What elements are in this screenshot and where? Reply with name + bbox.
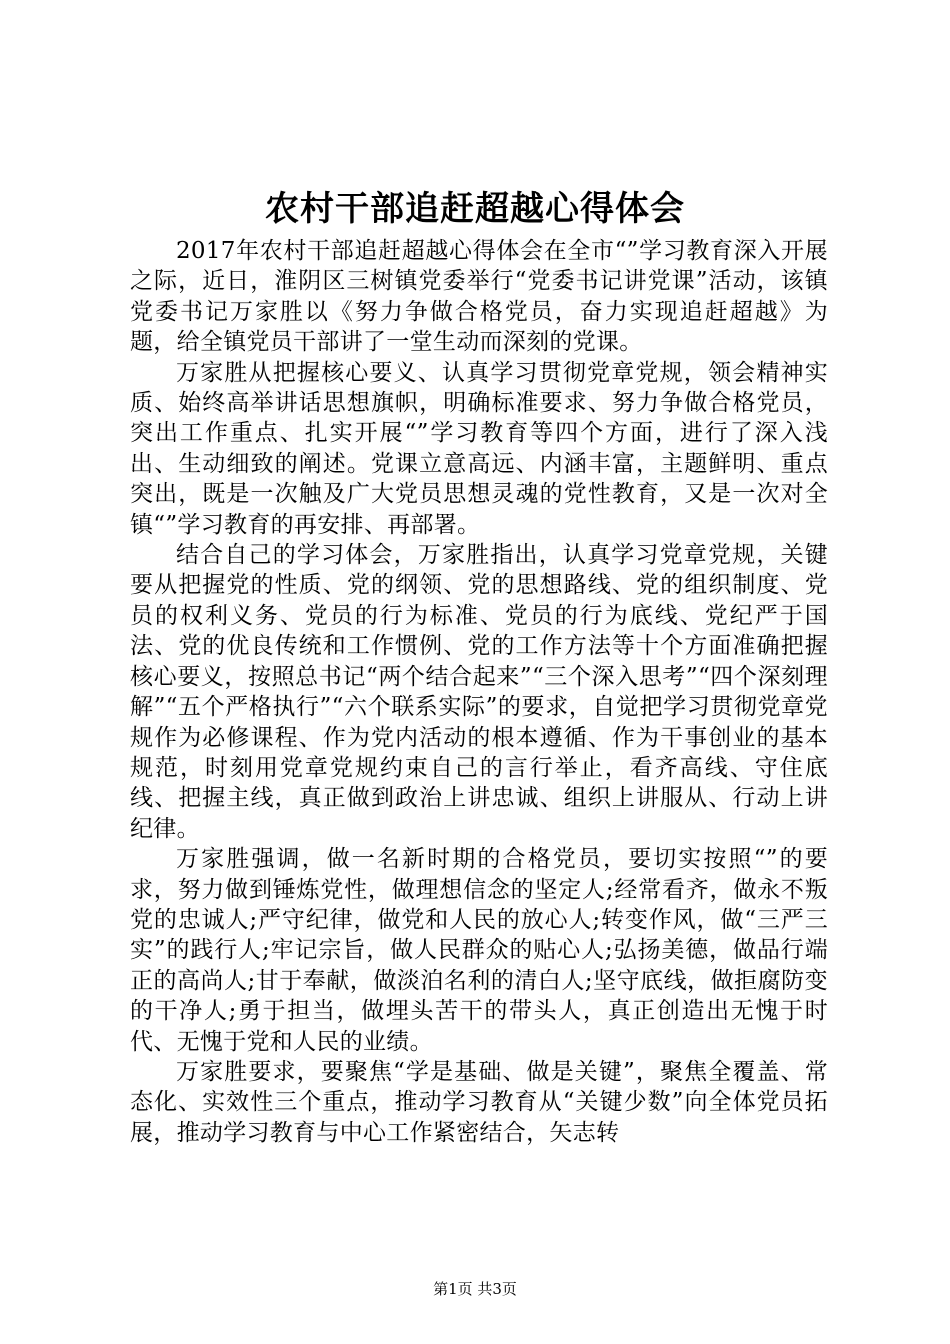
- page-footer: 第1页 共3页: [433, 1280, 517, 1298]
- document-title: 农村干部追赶超越心得体会: [265, 189, 685, 229]
- paragraph-4: 万家胜强调，做一名新时期的合格党员，要切实按照“”的要求，努力做到锤炼党性，做理想信念的坚定人;经常看齐，做永不叛党的忠诚人;严守纪律，做党和人民的放心人;转变作风，做“三严三实”的践行人;牢记宗旨，做人民群众的贴心人;弘扬美德，做品行端正的高尚人;甘于奉献，做淡泊名利的清白人;坚守底线，做拒腐防变的干净人;勇于担当，做埋头苦干的带头人，真正创造出无愧于时代、无愧于党和人民的业绩。: [130, 846, 828, 1055]
- paragraph-2: 万家胜从把握核心要义、认真学习贯彻党章党规，领会精神实质、始终高举讲话思想旗帜，明确标准要求、努力争做合格党员，突出工作重点、扎实开展“”学习教育等四个方面，进行了深入浅出、生动细致的阐述。党课立意高远、内涵丰富，主题鲜明、重点突出，既是一次触及广大党员思想灵魂的党性教育，又是一次对全镇“”学习教育的再安排、再部署。: [130, 359, 828, 538]
- paragraph-3: 结合自己的学习体会，万家胜指出，认真学习党章党规，关键要从把握党的性质、党的纲领、党的思想路线、党的组织制度、党员的权利义务、党员的行为标准、党员的行为底线、党纪严于国法、党的优良传统和工作惯例、党的工作方法等十个方面准确把握核心要义，按照总书记“两个结合起来”“三个深入思考”“四个深刻理解”“五个严格执行”“六个联系实际”的要求，自觉把学习贯彻党章党规作为必修课程、作为党内活动的根本遵循、作为干事创业的基本规范，时刻用党章党规约束自己的言行举止，看齐高线、守住底线、把握主线，真正做到政治上讲忠诚、组织上讲服从、行动上讲纪律。: [130, 542, 828, 842]
- paragraph-1: 2017年农村干部追赶超越心得体会在全市“”学习教育深入开展之际，近日，淮阴区三树镇党委举行“党委书记讲党课”活动，该镇党委书记万家胜以《努力争做合格党员，奋力实现追赶超越》为题，给全镇党员干部讲了一堂生动而深刻的党课。: [130, 238, 828, 356]
- paragraph-5: 万家胜要求，要聚焦“学是基础、做是关键”，聚焦全覆盖、常态化、实效性三个重点，推动学习教育从“关键少数”向全体党员拓展，推动学习教育与中心工作紧密结合，矢志转: [130, 1058, 828, 1146]
- document-body: [130, 236, 828, 1148]
